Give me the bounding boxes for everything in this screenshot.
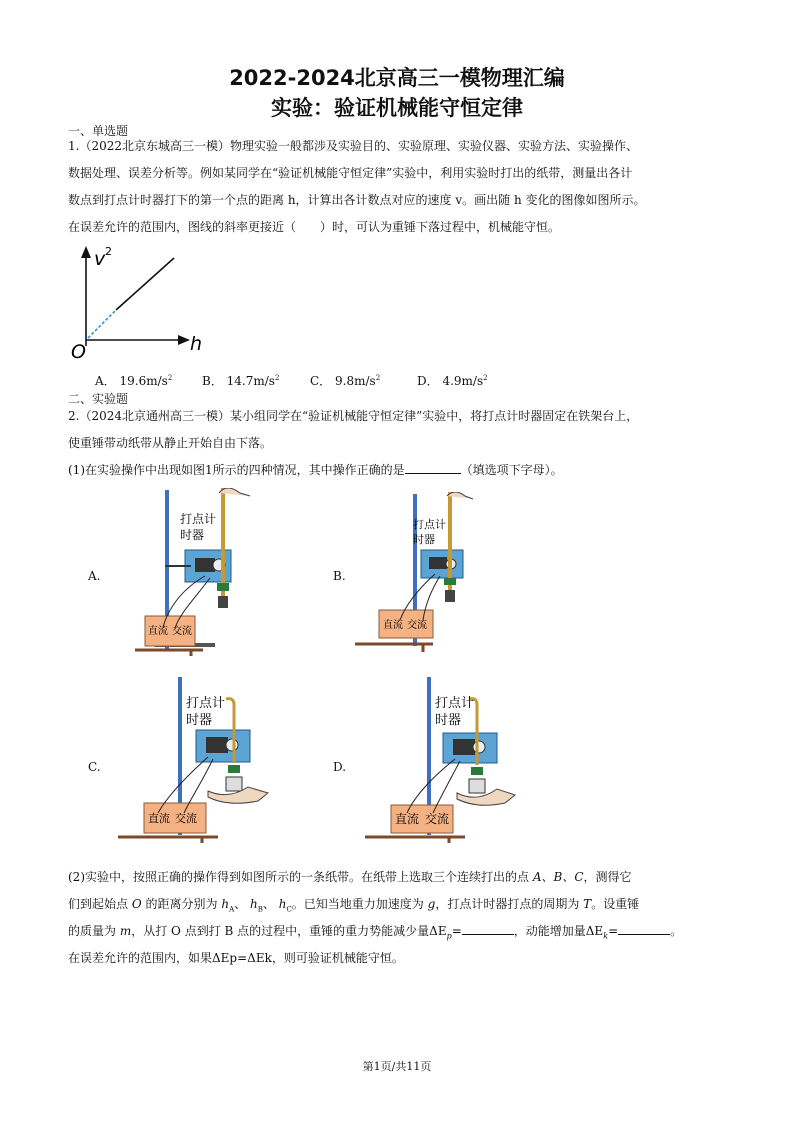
svg-text:交流: 交流 bbox=[172, 626, 192, 637]
svg-text:直流: 直流 bbox=[383, 620, 403, 631]
section-heading: 一、单选题 bbox=[68, 124, 129, 138]
option-d: D． $4.9m/s^2$ bbox=[417, 374, 488, 388]
question-1-line: 1.（2022北京东城高三一模）物理实验一般都涉及实验目的、实验原理、实验仪器、实验方法、实验操作、 bbox=[68, 139, 638, 153]
figure-c-label: C. bbox=[88, 760, 101, 774]
svg-text:时器: 时器 bbox=[435, 713, 462, 728]
svg-text:交流: 交流 bbox=[407, 620, 427, 631]
figure-b-label: B. bbox=[333, 569, 346, 583]
question-2-line: 使重锤带动纸带从静止开始自由下落。 bbox=[68, 436, 273, 450]
svg-text:时器: 时器 bbox=[413, 533, 435, 546]
svg-text:直流: 直流 bbox=[395, 812, 420, 826]
svg-text:打点计: 打点计 bbox=[435, 696, 475, 711]
figure-b bbox=[355, 492, 505, 657]
svg-text:打点计: 打点计 bbox=[413, 518, 446, 531]
graph-y-label: v bbox=[94, 248, 106, 270]
question-1-line: 数据处理、误差分析等。例如某同学在“验证机械能守恒定律”实验中，利用实验时打出的纸带，测量出各计 bbox=[68, 166, 633, 180]
figure-d bbox=[365, 675, 525, 845]
svg-text:直流: 直流 bbox=[148, 626, 168, 637]
question-2-line: 2.（2024北京通州高三一模）某小组同学在“验证机械能守恒定律”实验中，将打点计时器固定在铁架台上， bbox=[68, 409, 639, 423]
section-heading: 二、实验题 bbox=[68, 392, 129, 406]
page-title: 2022-2024北京高三一模物理汇编 bbox=[229, 66, 565, 90]
answer-blank bbox=[405, 461, 461, 474]
question-1-line: 在误差允许的范围内，图线的斜率更接近（ ）时，可认为重锤下落过程中，机械能守恒。 bbox=[68, 220, 561, 234]
figure-c bbox=[118, 675, 278, 845]
figure-a bbox=[135, 488, 285, 658]
svg-text:打点计: 打点计 bbox=[186, 696, 226, 711]
question-2-part2-line: 们到起始点 O 的距离分别为 $h_A$、 $h_B$、 $h_C$。已知当地重力加速度为 g，打点计时器打点的周期为 T。设重锤 bbox=[68, 897, 640, 914]
svg-text:时器: 时器 bbox=[186, 713, 213, 728]
option-c: C． $9.8m/s^2$ bbox=[310, 374, 381, 388]
question-2-part2-line: (2)实验中，按照正确的操作得到如图所示的一条纸带。在纸带上选取三个连续打出的点 A、B、C，测得它 bbox=[68, 870, 632, 884]
graph-x-label: h bbox=[190, 333, 203, 355]
svg-text:直流: 直流 bbox=[148, 812, 170, 825]
option-a: A． $19.6m/s^2$ bbox=[95, 374, 173, 388]
svg-text:时器: 时器 bbox=[180, 528, 205, 542]
question-2-part1: (1)在实验操作中出现如图1所示的四种情况，其中操作正确的是 （填选项下字母）。 bbox=[68, 463, 563, 477]
page-footer: 第1页/共11页 bbox=[362, 1060, 432, 1073]
svg-text:交流: 交流 bbox=[425, 812, 450, 826]
answer-blank bbox=[462, 922, 514, 935]
question-2-part2-line: 在误差允许的范围内，如果ΔEp=ΔEk，则可验证机械能守恒。 bbox=[68, 951, 404, 965]
figure-d-label: D. bbox=[333, 760, 347, 774]
figure-a-label: A. bbox=[88, 569, 101, 583]
question-2-part2-line: 的质量为 m，从打 O 点到打 B 点的过程中，重锤的重力势能减少量$\Delta E_p=$ ，动能增加量$\Delta E_k=$ 。 bbox=[68, 924, 683, 941]
graph-origin-label: O bbox=[71, 341, 86, 363]
svg-text:交流: 交流 bbox=[175, 812, 197, 825]
page-subtitle: 实验：验证机械能守恒定律 bbox=[271, 96, 523, 120]
v2-h-graph bbox=[66, 240, 216, 365]
question-1-line: 数点到打点计时器打下的第一个点的距离 h，计算出各计数点对应的速度 v。画出随 h 变化的图像如图所示。 bbox=[68, 193, 646, 207]
option-b: B． $14.7m/s^2$ bbox=[202, 374, 280, 388]
svg-text:打点计: 打点计 bbox=[180, 512, 217, 526]
graph-y-sup: 2 bbox=[105, 245, 112, 258]
answer-blank bbox=[618, 922, 670, 935]
